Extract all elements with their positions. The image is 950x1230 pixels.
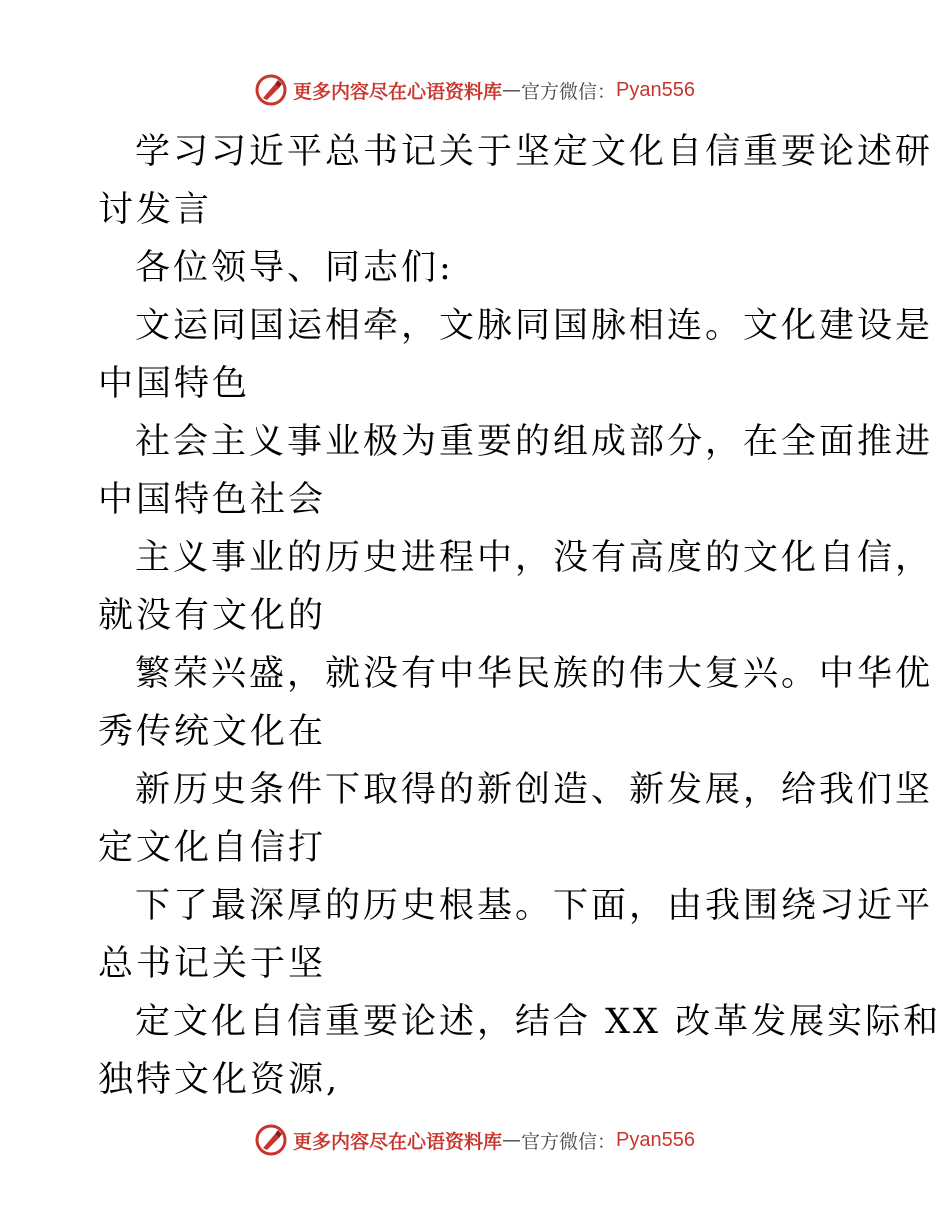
document-line: 主义事业的历史进程中，没有高度的文化自信， <box>135 538 934 578</box>
watermark-contact-label: 官方微信： <box>521 1130 617 1153</box>
document-line: 新历史条件下取得的新创造、新发展，给我们坚 <box>135 770 934 810</box>
watermark-contact-label: 官方微信： <box>521 80 617 103</box>
pen-nib-logo-icon <box>255 1124 287 1156</box>
header-watermark <box>0 70 950 110</box>
document-line: 总书记关于坚 <box>98 944 327 984</box>
document-body <box>98 123 942 1109</box>
document-line: 讨发言 <box>98 190 213 230</box>
watermark-contact-id: Pyan556 <box>616 78 695 101</box>
pen-nib-logo-icon <box>255 74 287 106</box>
document-line: 定文化自信重要论述，结合 XX 改革发展实际和 <box>135 1002 942 1042</box>
document-line: 中国特色社会 <box>98 480 327 520</box>
document-line: 就没有文化的 <box>98 596 327 636</box>
watermark-separator: — <box>502 1129 522 1151</box>
watermark-text: 更多内容尽在心语资料库 <box>293 1130 503 1153</box>
document-line: 定文化自信打 <box>98 828 327 868</box>
watermark-separator: — <box>502 79 522 101</box>
footer-watermark <box>0 1120 950 1160</box>
document-line: 中国特色 <box>98 364 251 404</box>
document-line: 下了最深厚的历史根基。下面，由我围绕习近平 <box>135 886 934 926</box>
document-line: 社会主义事业极为重要的组成部分，在全面推进 <box>135 422 934 462</box>
watermark-contact-id: Pyan556 <box>616 1128 695 1151</box>
document-line: 繁荣兴盛，就没有中华民族的伟大复兴。中华优 <box>135 654 934 694</box>
watermark-text: 更多内容尽在心语资料库 <box>293 80 503 103</box>
document-line: 各位领导、同志们: <box>135 248 454 288</box>
document-line: 学习习近平总书记关于坚定文化自信重要论述研 <box>135 132 934 172</box>
document-line: 文运同国运相牵，文脉同国脉相连。文化建设是 <box>135 306 934 346</box>
document-line: 秀传统文化在 <box>98 712 327 752</box>
document-line: 独特文化资源, <box>98 1060 341 1100</box>
